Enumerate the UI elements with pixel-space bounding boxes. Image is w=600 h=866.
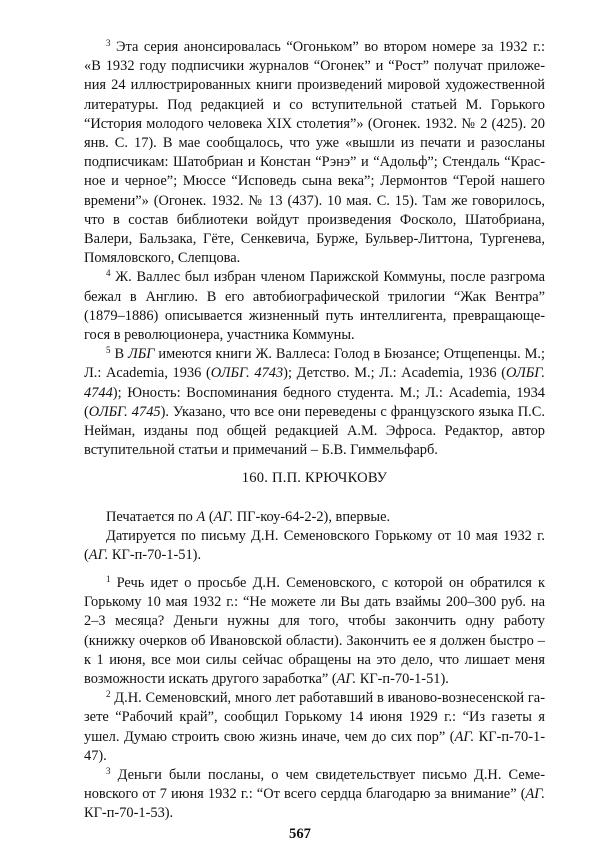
letter-footnotes bbox=[84, 574, 545, 824]
footnote-marker: 3 bbox=[106, 766, 111, 777]
publication-info bbox=[84, 508, 545, 566]
page-number: 567 bbox=[289, 826, 311, 842]
source-line: Печатается по А (АГ. ПГ-коу-64-2-2), впервые. bbox=[106, 509, 391, 525]
footnote-3: $^3$ Эта серия анонсировалась “Огоньком” во втором номере за 1932 г.: «В 1932 году подписчики журналов “Огонек” и “Рост” получат приложения 24 иллюстрированных книги произведений мировой художественной литературы. Под редакцией и со вступительной статьей М. Горького “История молодого человека XIX столетия”» (Огонек. 1932. № 2 (425). 20 янв. С. 17). В мае сообщалось, что уже «вышли из печати и разосланы подписчикам: Шатобриан и Констан “Рэнэ” и “Адольф”; Стендаль “Красное и черное”; Мюссе “Исповедь сына века”; Лермонтов “Герой нашего времени”» (Огонек. 1932. № 13 (437). 10 мая. С. 15). Там же говорилось, что в состав библиотеки войдут произведения Фосколо, Шатобриана, Валери, Бальзака, Гёте, Сенкевича, Бурже, Бульвер-Литтона, Тургенева, Помяловского, Слепцова. bbox=[84, 38, 545, 267]
top-footnotes bbox=[84, 38, 545, 460]
footnote-marker: 4 bbox=[106, 268, 111, 279]
footnote-marker: 1 bbox=[106, 574, 111, 584]
footnote-1: $^1$ Речь идет о просьбе Д.Н. Семеновского, с которой он обратился к Горькому 10 мая 1932 г.: “Не можете ли Вы дать взаймы 200–300 руб. на 2–3 месяца? Деньги нужны для того, чтобы закончить одну работу (книжку очерков об Ивановской области). Закончить ее я должен быстро – к 1 июня, все мои силы сейчас обращены на это дело, что лишает меня возможности искать другого заработка” (АГ. КГ-п-70-1-51). bbox=[84, 574, 545, 688]
footnote-2: $^2$ Д.Н. Семеновский, много лет работавший в иваново-вознесенской газете “Рабочий край”, сообщил Горькому 14 июня 1929 г.: “Из газеты я ушел. Думаю строить свою жизнь иначе, чем до сих пор” (АГ. КГ-п-70-1-47). bbox=[84, 689, 545, 764]
footnote-5: $^5$ В ЛБГ имеются книги Ж. Валлеса: Голод в Бюзансе; Отщепенцы. М.; Л.: Academia, 1936 (ОЛБГ. 4743); Детство. М.; Л.: Academia, 1936 (ОЛБГ. 4744); Юность: Воспоминания бедного студента. М.; Л.: Academia, 1934 (ОЛБГ. 4745). Указано, что все они переведены с французского языка П.С. Нейман, изданы под общей редакцией А.М. Эфроса. Редактор, автор вступительной статьи и примечаний – Б.В. Гиммельфарб. bbox=[84, 345, 546, 459]
footnote-marker: 3 bbox=[106, 38, 111, 48]
footnote-4: $^4$ Ж. Валлес был избран членом Парижской Коммуны, после разгрома бежал в Англию. В его автобиографической трилогии “Жак Вентра” (1879–1886) описывается жизненный путь интеллигента, превращающегося в революционера, участника Коммуны. bbox=[84, 268, 545, 344]
footnote-marker: 5 bbox=[106, 345, 111, 356]
footnote-3-letter: $^3$ Деньги были посланы, о чем свидетельствует письмо Д.Н. Семеновского от 7 июня 1932 г.: “От всего сердца благодарю за внимание” (АГ. КГ-п-70-1-53). bbox=[84, 766, 545, 822]
dating-line: Датируется по письму Д.Н. Семеновского Горькому от 10 мая 1932 г. (АГ. КГ-п-70-1-51). bbox=[84, 528, 545, 564]
section-heading: 160. П.П. КРЮЧКОВУ bbox=[241, 470, 388, 486]
footnote-marker: 2 bbox=[106, 689, 111, 700]
